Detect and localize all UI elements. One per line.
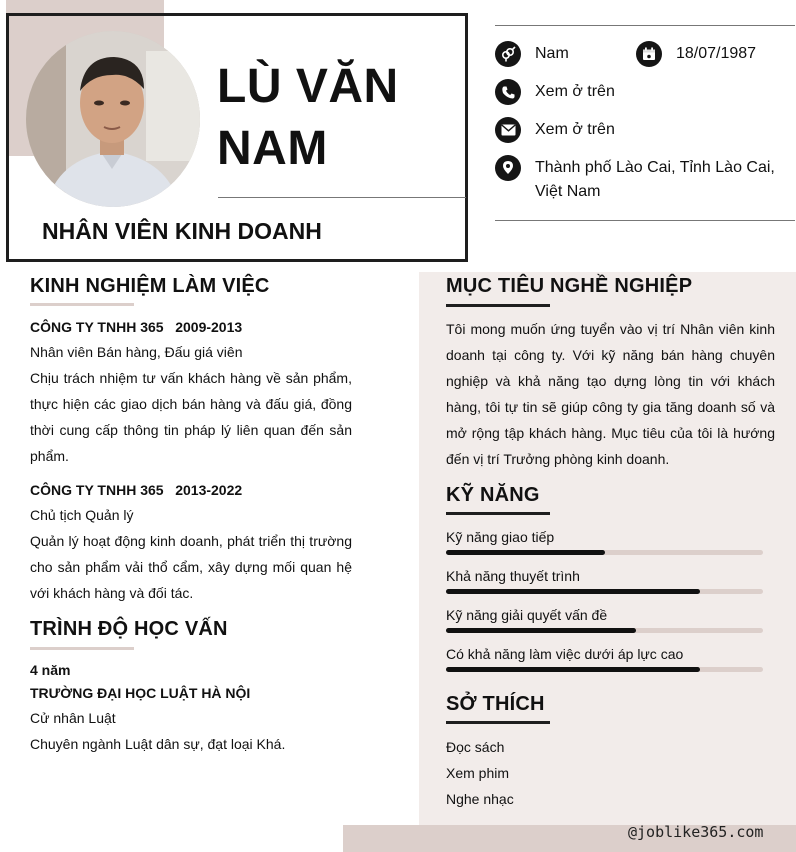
education-detail: Chuyên ngành Luật dân sự, đạt loại Khá. (30, 736, 286, 752)
job-1-header (30, 314, 242, 340)
envelope-icon (495, 117, 521, 143)
skill-2-label: Khả năng thuyết trình (446, 568, 580, 584)
footer-handle: @joblike365.com (628, 823, 764, 841)
address-line-2: Việt Nam (535, 183, 601, 200)
skill-3-fill (446, 628, 636, 633)
job-2-header (30, 477, 242, 503)
job-2-period: 2013-2022 (175, 482, 243, 498)
objective-text: Tôi mong muốn ứng tuyển vào vị trí Nhân viên kinh doanh tại công ty. Với kỹ năng bán hàng chuyên nghiệp và khả năng tạo dựng lòng tin với khách hàng, tôi tự tin sẽ giúp công ty gia tăng doanh số và mở rộng tập khách hàng. Mục tiêu của tôi là hướng đến vị trí Trưởng phòng kinh doanh. (446, 321, 775, 467)
candidate-name (217, 56, 399, 180)
skill-1-fill (446, 550, 605, 555)
experience-title: KINH NGHIỆM LÀM VIỆC (30, 275, 270, 297)
objective-underline (446, 304, 550, 307)
skill-4-fill (446, 667, 700, 672)
phone-value: Xem ở trên (535, 83, 615, 100)
experience-underline (30, 303, 134, 306)
education-underline (30, 647, 134, 650)
email-value: Xem ở trên (535, 121, 615, 138)
address-value (535, 156, 775, 204)
contact-top-rule (495, 25, 795, 26)
job-2-company: CÔNG TY TNHH 365 (30, 482, 164, 498)
gender-value: Nam (535, 45, 569, 62)
avatar-portrait (26, 31, 200, 207)
contact-email (495, 118, 615, 143)
skills-title: KỸ NĂNG (446, 484, 540, 506)
skill-4-bar (446, 667, 763, 672)
job-2-description: Quản lý hoạt động kinh doanh, phát triển thị trường cho sản phẩm vải thổ cẩm, xây dựng mối quan hệ với khách hàng và đối tác. (30, 533, 352, 601)
location-pin-icon (495, 155, 521, 181)
hobby-item: Nghe nhạc (446, 791, 514, 807)
skill-2-fill (446, 589, 700, 594)
calendar-icon (636, 41, 662, 67)
birthdate-value: 18/07/1987 (676, 45, 757, 62)
education-duration: 4 năm (30, 662, 71, 678)
job-1-period: 2009-2013 (175, 319, 243, 335)
hobbies-title: SỞ THÍCH (446, 693, 545, 715)
name-divider (218, 197, 466, 198)
job-1-description: Chịu trách nhiệm tư vấn khách hàng về sản phẩm, thực hiện các giao dịch bán hàng và đấu giá, đồng thời cung cấp thông tin pháp lý liên quan đến sản phẩm. (30, 370, 352, 464)
education-degree: Cử nhân Luật (30, 710, 116, 726)
contact-phone (495, 80, 615, 105)
skill-2-bar (446, 589, 763, 594)
hobbies-underline (446, 721, 550, 724)
education-title: TRÌNH ĐỘ HỌC VẤN (30, 618, 228, 640)
skill-1-label: Kỹ năng giao tiếp (446, 529, 555, 545)
education-school: TRƯỜNG ĐẠI HỌC LUẬT HÀ NỘI (30, 685, 251, 701)
job-title: NHÂN VIÊN KINH DOANH (42, 218, 322, 244)
contact-bottom-rule (495, 220, 795, 221)
name-line-2: NAM (217, 122, 328, 175)
skill-3-label: Kỹ năng giải quyết vấn đề (446, 607, 608, 623)
contact-birthdate (636, 42, 756, 67)
job-2-role: Chủ tịch Quản lý (30, 507, 134, 523)
hobby-item: Đọc sách (446, 739, 505, 755)
job-1-company: CÔNG TY TNHH 365 (30, 319, 164, 335)
objective-title: MỤC TIÊU NGHỀ NGHIỆP (446, 275, 693, 297)
name-line-1: LÙ VĂN (217, 60, 399, 113)
phone-icon (495, 79, 521, 105)
contact-address (495, 156, 775, 204)
skill-3-bar (446, 628, 763, 633)
address-line-1: Thành phố Lào Cai, Tỉnh Lào Cai, (535, 159, 775, 176)
profile-photo (26, 31, 200, 207)
contact-gender (495, 42, 569, 67)
skill-4-label: Có khả năng làm việc dưới áp lực cao (446, 646, 684, 662)
skills-underline (446, 512, 550, 515)
job-1-role: Nhân viên Bán hàng, Đấu giá viên (30, 344, 243, 360)
gender-icon (495, 41, 521, 67)
hobby-item: Xem phim (446, 765, 510, 781)
skill-1-bar (446, 550, 763, 555)
